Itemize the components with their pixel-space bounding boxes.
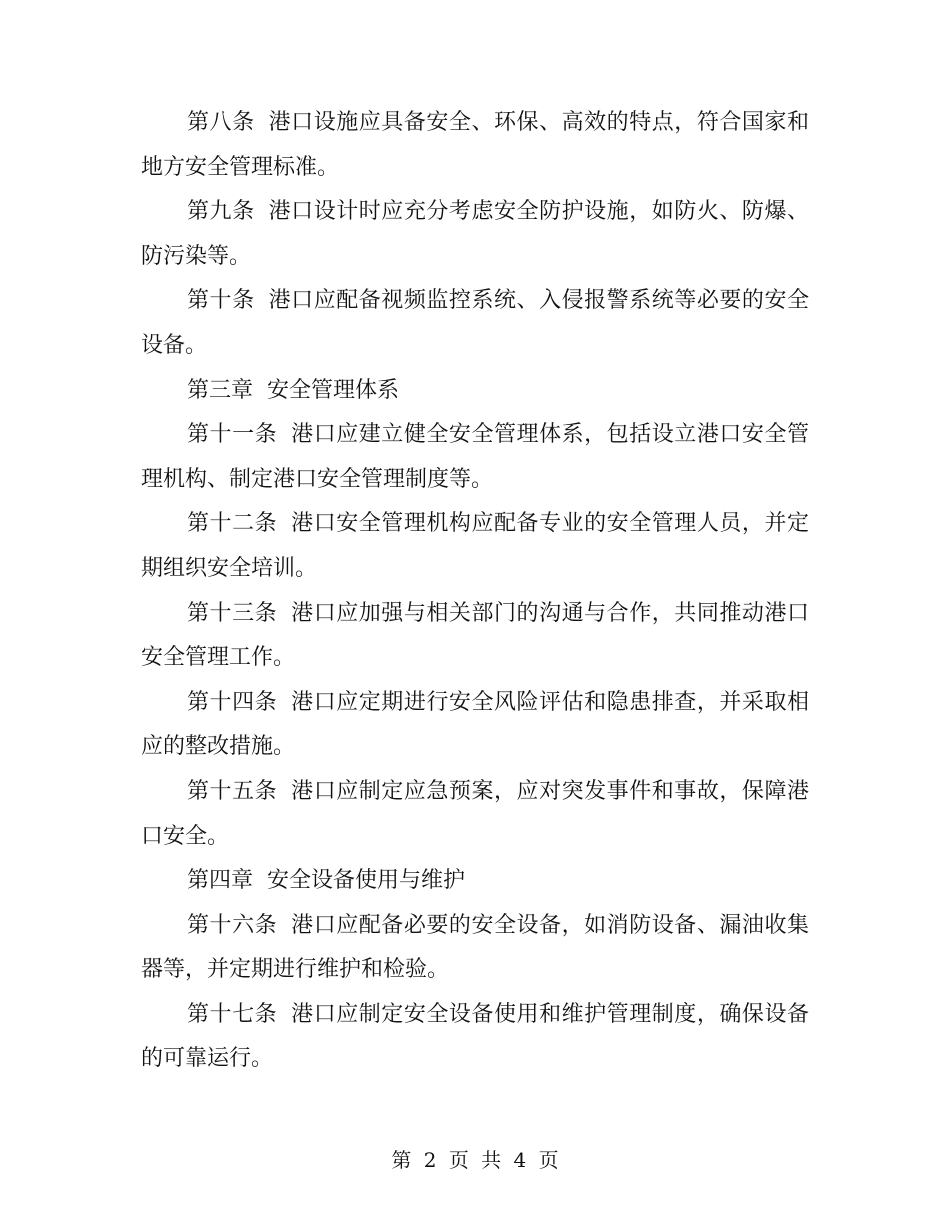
article-11 bbox=[141, 413, 809, 502]
chapter-number: 第四章 bbox=[187, 868, 254, 894]
article-10 bbox=[141, 279, 809, 368]
article-text: 港口设施应具备安全、环保、高效的特点，符合国家和地方安全管理标准。 bbox=[141, 110, 809, 180]
article-text: 港口应配备必要的安全设备，如消防设备、漏油收集器等，并定期进行维护和检验。 bbox=[141, 912, 809, 983]
article-number: 第十一条 bbox=[187, 422, 278, 448]
article-number: 第九条 bbox=[187, 199, 255, 225]
article-15 bbox=[141, 770, 809, 859]
chapter-title: 安全设备使用与维护 bbox=[267, 868, 466, 894]
article-number: 第十三条 bbox=[187, 600, 278, 626]
article-13 bbox=[141, 592, 809, 681]
chapter-number: 第三章 bbox=[187, 377, 254, 403]
article-14 bbox=[141, 681, 809, 770]
article-text: 港口应制定安全设备使用和维护管理制度，确保设备的可靠运行。 bbox=[141, 1001, 809, 1072]
document-body bbox=[141, 101, 809, 1082]
chapter-3-heading bbox=[141, 369, 809, 414]
article-text: 港口应建立健全安全管理体系，包括设立港口安全管理机构、制定港口安全管理制度等。 bbox=[141, 422, 809, 492]
page-number-label: 第 2 页 共 4 页 bbox=[391, 1148, 559, 1172]
page-footer bbox=[0, 1147, 950, 1173]
article-number: 第十条 bbox=[187, 288, 255, 314]
article-9 bbox=[141, 190, 809, 279]
article-8 bbox=[141, 101, 809, 190]
article-number: 第十二条 bbox=[187, 511, 278, 537]
article-text: 港口应制定应急预案，应对突发事件和事故，保障港口安全。 bbox=[141, 778, 809, 849]
article-16 bbox=[141, 904, 809, 993]
chapter-title: 安全管理体系 bbox=[267, 377, 400, 403]
article-12 bbox=[141, 502, 809, 591]
article-number: 第十七条 bbox=[187, 1001, 278, 1027]
article-text: 港口应配备视频监控系统、入侵报警系统等必要的安全设备。 bbox=[141, 288, 809, 358]
article-number: 第十五条 bbox=[187, 778, 278, 804]
article-17 bbox=[141, 993, 809, 1082]
article-number: 第十四条 bbox=[187, 689, 278, 715]
article-text: 港口安全管理机构应配备专业的安全管理人员，并定期组织安全培训。 bbox=[141, 511, 809, 581]
article-number: 第八条 bbox=[187, 110, 255, 135]
article-number: 第十六条 bbox=[187, 912, 278, 938]
article-text: 港口应加强与相关部门的沟通与合作，共同推动港口安全管理工作。 bbox=[141, 600, 809, 671]
article-text: 港口设计时应充分考虑安全防护设施，如防火、防爆、防污染等。 bbox=[141, 199, 809, 269]
article-text: 港口应定期进行安全风险评估和隐患排查，并采取相应的整改措施。 bbox=[141, 689, 809, 760]
chapter-4-heading bbox=[141, 859, 809, 904]
